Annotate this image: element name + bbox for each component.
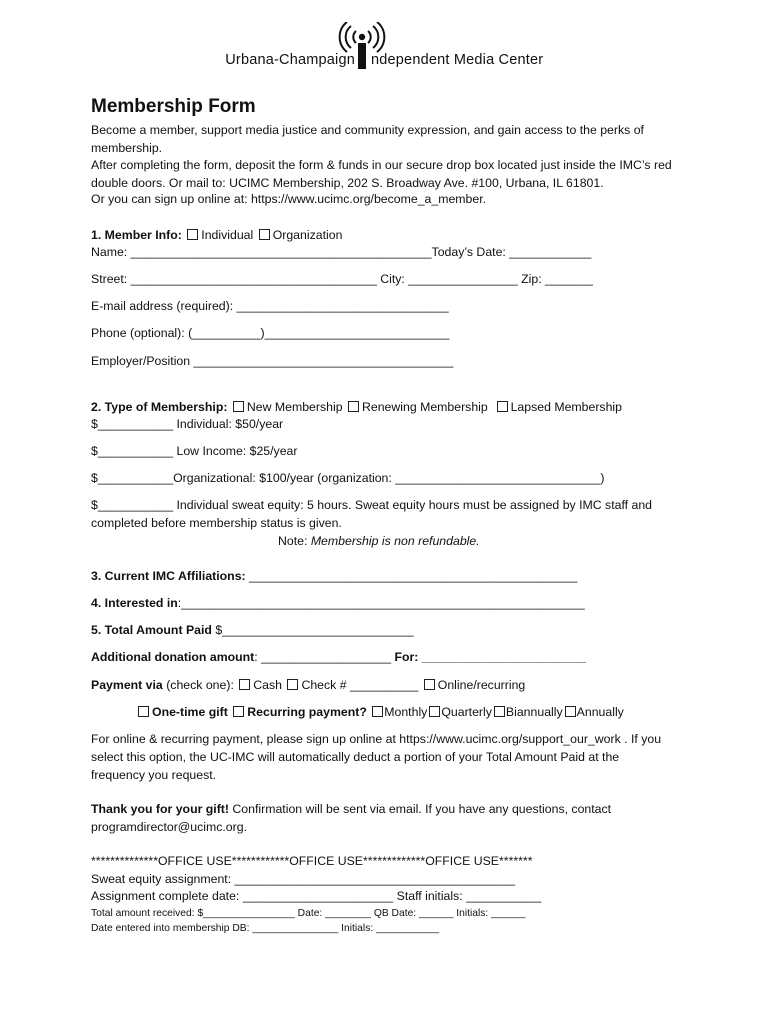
note-text: Membership is non refundable. xyxy=(310,534,480,548)
member-info-row xyxy=(91,226,342,244)
payment-hint: (check one): xyxy=(162,678,234,692)
total-paid-heading: 5. Total Amount Paid xyxy=(91,623,212,637)
organizational-amount-field[interactable]: $___________Organizational: $100/year (organization: ______________________________) xyxy=(91,471,605,485)
recurring-payment-label: Recurring payment? xyxy=(247,705,367,719)
date-entered-field[interactable]: Date entered into membership DB: _______________ Initials: ___________ xyxy=(91,923,440,934)
intro-paragraph-2: After completing the form, deposit the form & funds in our secure drop box located just inside the IMC’s red double doors. Or mail to: UCIMC Membership, 202 S. Broadway Ave. #100, Urbana, IL 61801. xyxy=(91,158,672,190)
office-use-banner: **************OFFICE USE************OFFICE USE*************OFFICE USE******* xyxy=(91,854,533,868)
note-label: Note: xyxy=(278,534,311,548)
check-checkbox[interactable] xyxy=(287,679,298,690)
online-checkbox[interactable] xyxy=(424,679,435,690)
renewing-membership-checkbox[interactable] xyxy=(348,401,359,412)
cash-label: Cash xyxy=(253,678,283,692)
online-label: Online/recurring xyxy=(437,678,526,692)
assignment-complete-field[interactable]: Assignment complete date: ______________________ Staff initials: ___________ xyxy=(91,889,542,903)
street-field[interactable]: Street: ____________________________________ City: ________________ Zip: _______ xyxy=(91,272,593,286)
organization-checkbox[interactable] xyxy=(259,229,270,240)
new-membership-label: New Membership xyxy=(246,400,343,414)
one-time-gift-checkbox[interactable] xyxy=(138,706,149,717)
affiliations-field[interactable] xyxy=(91,567,577,585)
total-paid-blank[interactable]: $____________________________ xyxy=(211,623,414,637)
individual-label: Individual xyxy=(201,228,254,242)
payment-label: Payment via xyxy=(91,678,163,692)
biannually-label: Biannually xyxy=(505,705,563,719)
membership-type-heading: 2. Type of Membership: xyxy=(91,400,228,414)
lapsed-membership-checkbox[interactable] xyxy=(497,401,508,412)
annually-label: Annually xyxy=(576,705,624,719)
phone-field[interactable]: Phone (optional): (__________)___________________________ xyxy=(91,326,450,340)
membership-type-row xyxy=(91,398,622,416)
donation-amount-blank[interactable]: : ___________________ xyxy=(254,650,392,664)
online-payment-note: For online & recurring payment, please sign up online at https://www.ucimc.org/support_our_work . If you select this option, the UC-IMC will automatically deduct a portion of your Total Amount Paid at the frequency you request. xyxy=(91,732,662,782)
quarterly-checkbox[interactable] xyxy=(429,706,440,717)
refund-note xyxy=(278,532,480,550)
interests-blank[interactable]: :___________________________________________________________ xyxy=(177,596,585,610)
one-time-gift-label: One-time gift xyxy=(152,705,228,719)
email-field[interactable]: E-mail address (required): _______________________________ xyxy=(91,299,449,313)
monthly-checkbox[interactable] xyxy=(372,706,383,717)
lapsed-membership-label: Lapsed Membership xyxy=(510,400,622,414)
affiliations-heading: 3. Current IMC Affiliations: xyxy=(91,569,246,583)
check-label[interactable]: Check # __________ xyxy=(301,678,419,692)
intro-paragraph-3: Or you can sign up online at: https://www.ucimc.org/become_a_member. xyxy=(91,192,487,206)
header xyxy=(0,0,770,80)
member-info-heading: 1. Member Info: xyxy=(91,228,182,242)
donation-label: Additional donation amount xyxy=(91,650,255,664)
name-field[interactable]: Name: ____________________________________________Today’s Date: ____________ xyxy=(91,245,592,259)
interests-field[interactable] xyxy=(91,594,585,612)
biannually-checkbox[interactable] xyxy=(494,706,505,717)
recurring-payment-checkbox[interactable] xyxy=(233,706,244,717)
affiliations-blank[interactable]: ________________________________________________ xyxy=(245,569,578,583)
low-income-amount-field[interactable]: $___________ Low Income: $25/year xyxy=(91,444,298,458)
renewing-membership-label: Renewing Membership xyxy=(361,400,488,414)
org-name-left: Urbana-Champaign xyxy=(225,52,355,68)
thank-you-note xyxy=(91,800,651,836)
quarterly-label: Quarterly xyxy=(441,705,492,719)
donation-for-field[interactable]: For: ________________________ xyxy=(391,650,586,664)
thank-you-bold: Thank you for your gift! xyxy=(91,802,229,816)
interests-heading: 4. Interested in xyxy=(91,596,178,610)
employer-field[interactable]: Employer/Position ______________________________________ xyxy=(91,354,454,368)
cash-checkbox[interactable] xyxy=(239,679,250,690)
org-name-right: ndependent Media Center xyxy=(371,52,544,68)
individual-amount-field[interactable]: $___________ Individual: $50/year xyxy=(91,417,284,431)
organization-label: Organization xyxy=(272,228,343,242)
page-title: Membership Form xyxy=(91,96,256,117)
annually-checkbox[interactable] xyxy=(565,706,576,717)
total-received-field[interactable]: Total amount received: $________________ Date: ________ QB Date: ______ Initials: ______ xyxy=(91,908,526,919)
total-paid-field[interactable] xyxy=(91,621,414,639)
donation-row xyxy=(91,648,586,666)
individual-checkbox[interactable] xyxy=(187,229,198,240)
payment-row xyxy=(91,676,525,694)
sweat-assignment-field[interactable]: Sweat equity assignment: _________________________________________ xyxy=(91,872,515,886)
gift-frequency-row xyxy=(136,703,624,721)
new-membership-checkbox[interactable] xyxy=(233,401,244,412)
intro-paragraph-1: Become a member, support media justice and community expression, and gain access to the perks of membership. xyxy=(91,123,644,155)
thank-you-text: Confirmation will be sent via email. If you have any questions, contact programdirector@ucimc.org. xyxy=(91,802,612,834)
monthly-label: Monthly xyxy=(384,705,428,719)
sweat-equity-amount-field[interactable]: $___________ Individual sweat equity: 5 hours. Sweat equity hours must be assigned by IMC staff and completed before membership status is given. xyxy=(91,498,652,530)
